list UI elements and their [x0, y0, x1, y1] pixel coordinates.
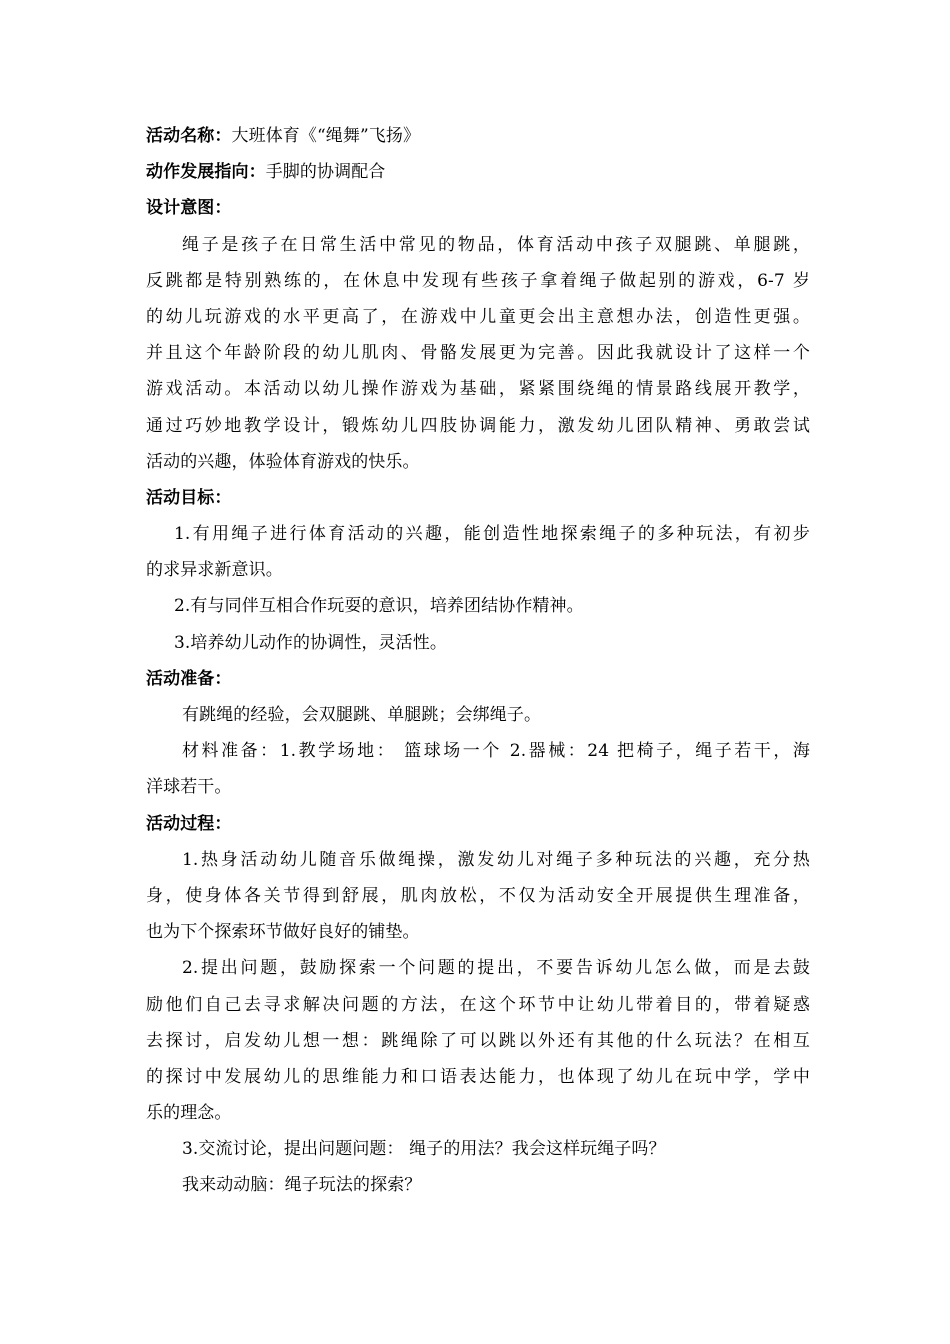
process-line: 2.提出问题，鼓励探索一个问题的提出，不要告诉幼儿怎么做，而是去鼓: [182, 958, 810, 979]
paragraph-line: 通过巧妙地教学设计，锻炼幼儿四肢协调能力，激发幼儿团队精神、勇敢尝试: [146, 415, 810, 436]
design-intent-heading: 设计意图：: [146, 198, 232, 219]
document-page: [146, 118, 810, 1204]
activity-name-line: [146, 118, 810, 154]
activity-name-label: 活动名称：: [146, 126, 232, 146]
paragraph-line: 反跳都是特别熟练的，在休息中发现有些孩子拿着绳子做起别的游戏，6-7 岁: [146, 270, 810, 291]
preparation-line: 材料准备：1.教学场地： 篮球场一个 2.器械：24 把椅子，绳子若干，海: [182, 741, 810, 762]
paragraph-line: 绳子是孩子在日常生活中常见的物品，体育活动中孩子双腿跳、单腿跳，: [182, 234, 810, 255]
motor-guidance-label: 动作发展指向：: [146, 162, 266, 183]
goal-item: 3.培养幼儿动作的协调性，灵活性。: [174, 632, 447, 653]
goal-item: 1.有用绳子进行体育活动的兴趣，能创造性地探索绳子的多种玩法，有初步: [174, 524, 810, 545]
process-line: 1.热身活动幼儿随音乐做绳操，激发幼儿对绳子多种玩法的兴趣，充分热: [182, 849, 810, 870]
process-line: 也为下个探索环节做好良好的铺垫。: [146, 922, 420, 943]
process-line: 励他们自己去寻求解决问题的方法，在这个环节中让幼儿带着目的，带着疑惑: [146, 994, 810, 1015]
activity-name-value: 大班体育《“绳舞”飞扬》: [231, 126, 421, 146]
process-line: 去探讨，启发幼儿想一想：跳绳除了可以跳以外还有其他的什么玩法？在相互: [146, 1030, 810, 1051]
paragraph-line: 并且这个年龄阶段的幼儿肌肉、骨骼发展更为完善。因此我就设计了这样一个: [146, 343, 810, 364]
process-line: 3.交流讨论，提出问题问题： 绳子的用法？我会这样玩绳子吗？: [182, 1139, 666, 1160]
process-line: 身，使身体各关节得到舒展，肌肉放松，不仅为活动安全开展提供生理准备，: [146, 885, 810, 906]
process-line: 乐的理念。: [146, 1103, 232, 1124]
motor-guidance-line: [146, 154, 810, 190]
process-line: 我来动动脑：绳子玩法的探索？: [182, 1175, 422, 1196]
preparation-heading: 活动准备：: [146, 668, 232, 689]
process-heading: 活动过程：: [146, 813, 232, 834]
goals-heading: 活动目标：: [146, 487, 232, 508]
motor-guidance-value: 手脚的协调配合: [265, 162, 386, 183]
preparation-line: 有跳绳的经验，会双腿跳、单腿跳；会绑绳子。: [182, 705, 542, 725]
goal-item: 2.有与同伴互相合作玩耍的意识，培养团结协作精神。: [174, 596, 584, 617]
paragraph-line: 的幼儿玩游戏的水平更高了，在游戏中儿童更会出主意想办法，创造性更强。: [146, 306, 810, 327]
paragraph-line: 活动的兴趣，体验体育游戏的快乐。: [146, 451, 420, 472]
preparation-line: 洋球若干。: [146, 777, 232, 798]
goal-item-continued: 的求异求新意识。: [146, 560, 283, 581]
paragraph-line: 游戏活动。本活动以幼儿操作游戏为基础，紧紧围绕绳的情景路线展开教学，: [146, 379, 810, 400]
process-line: 的探讨中发展幼儿的思维能力和口语表达能力，也体现了幼儿在玩中学，学中: [146, 1066, 810, 1087]
